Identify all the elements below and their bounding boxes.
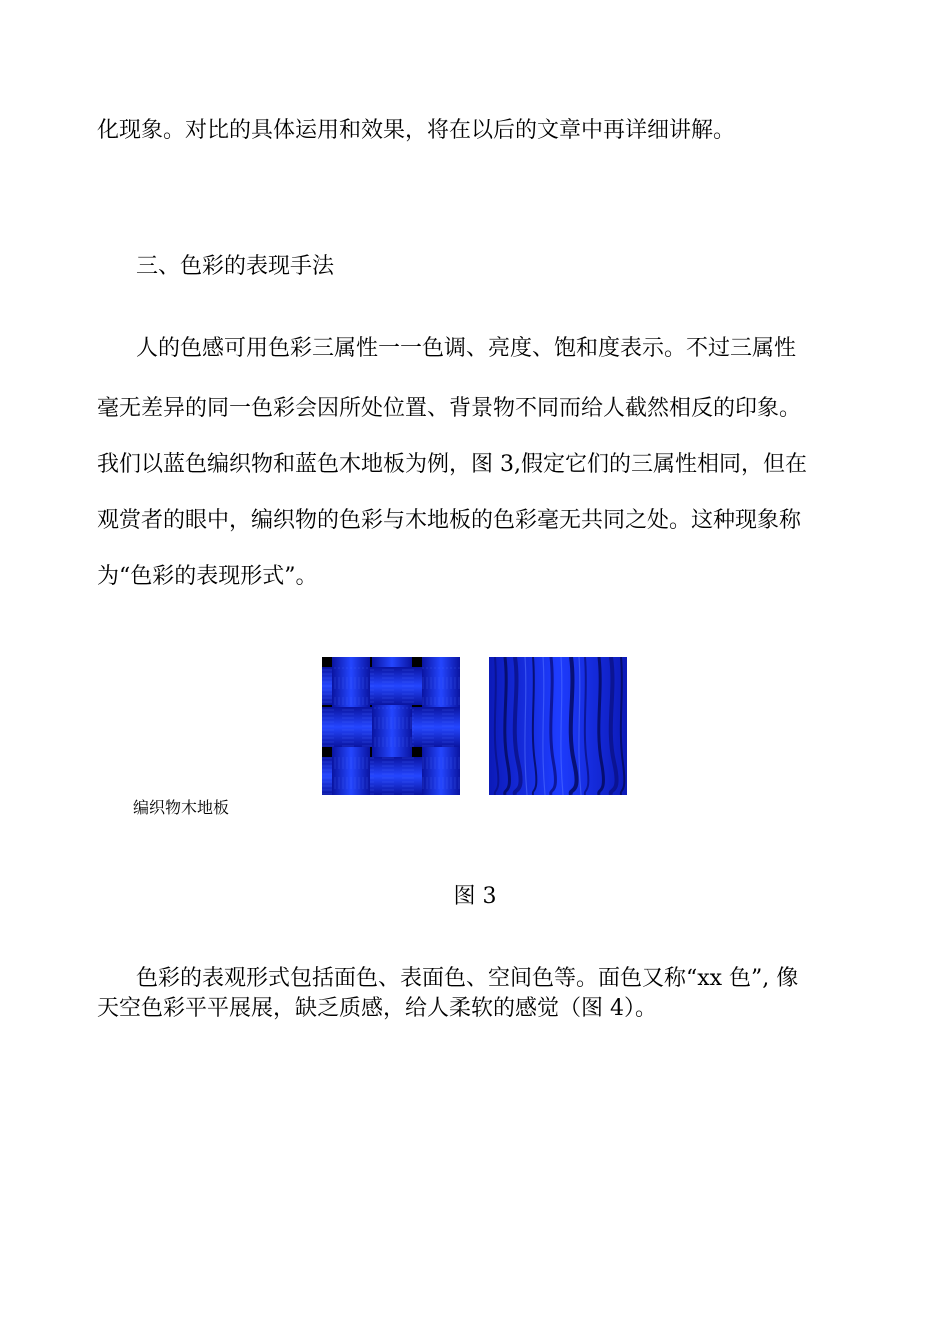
main-line-5: 为“色彩的表现形式”。	[97, 564, 318, 589]
weave-vertical-strip	[372, 705, 412, 707]
next-line-2: 天空色彩平平展展，缺乏质感，给人柔软的感觉（图 4）。	[97, 996, 657, 1021]
weave-vertical-texture	[332, 667, 370, 705]
weave-vertical-strip	[372, 657, 412, 667]
weave-vertical-strip	[332, 747, 370, 757]
woven-fabric-image	[322, 657, 460, 795]
weave-vertical-texture	[422, 757, 460, 795]
main-line-1: 人的色感可用色彩三属性一一色调、亮度、饱和度表示。不过三属性	[136, 336, 797, 361]
weave-vertical-strip	[422, 705, 460, 707]
weave-vertical-strip	[332, 705, 370, 707]
weave-vertical-texture	[332, 757, 370, 795]
figure-caption: 图 3	[453, 884, 497, 909]
figure-label: 编织物木地板	[133, 798, 230, 817]
intro-line-1: 化现象。对比的具体运用和效果，将在以后的文章中再详细讲解。	[97, 118, 736, 143]
main-line-2: 毫无差异的同一色彩会因所处位置、背景物不同而给人截然相反的印象。	[97, 396, 802, 421]
weave-vertical-strip	[332, 657, 370, 667]
section-heading: 三、色彩的表现手法	[136, 254, 335, 279]
next-line-1: 色彩的表观形式包括面色、表面色、空间色等。面色又称“xx 色”, 像	[136, 966, 799, 991]
main-line-3: 我们以蓝色编织物和蓝色木地板为例，图 3,假定它们的三属性相同，但在	[97, 452, 807, 477]
weave-vertical-strip	[422, 747, 460, 757]
main-line-4: 观赏者的眼中，编织物的色彩与木地板的色彩毫无共同之处。这种现象称	[97, 508, 802, 533]
wood-floor-image	[489, 657, 627, 795]
weave-vertical-strip	[422, 657, 460, 667]
weave-vertical-texture	[372, 707, 412, 747]
weave-vertical-strip	[372, 747, 412, 757]
weave-vertical-texture	[422, 667, 460, 705]
